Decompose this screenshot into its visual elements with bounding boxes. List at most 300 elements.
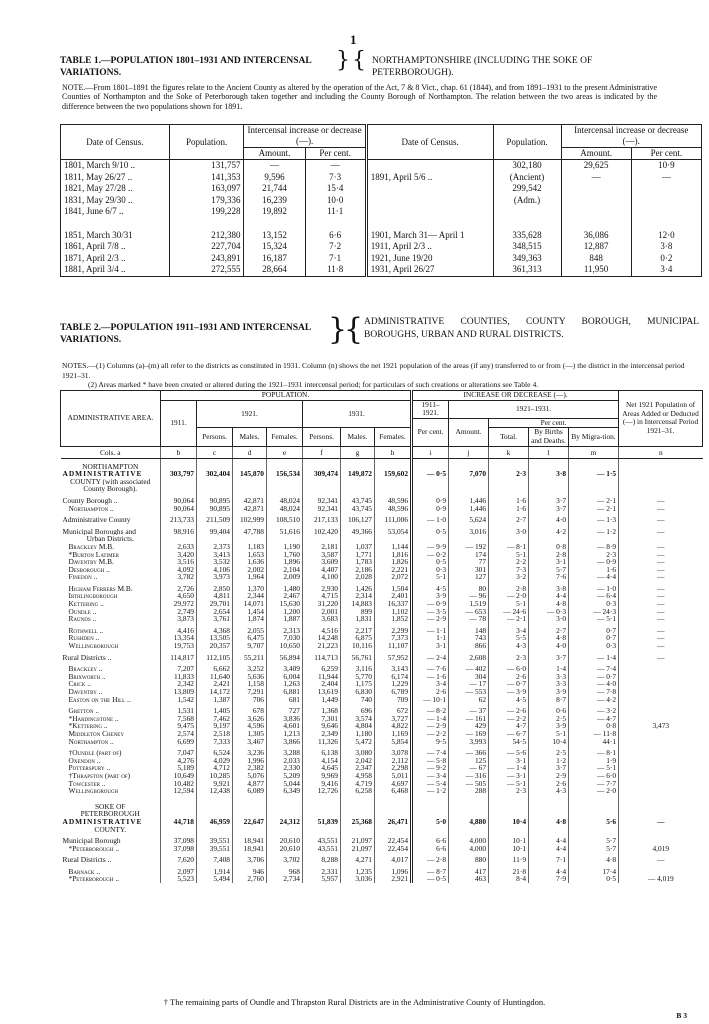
t2-cell-d: 1,158 bbox=[233, 680, 267, 688]
t2-cell-c: 14,172 bbox=[197, 688, 233, 696]
t1-row bbox=[61, 230, 702, 242]
t2-cell-i: — 0·5 bbox=[412, 470, 449, 478]
t2-empty bbox=[341, 485, 375, 493]
t2-cell-f: 5,957 bbox=[303, 875, 341, 883]
t1-blank bbox=[493, 206, 561, 218]
t2-cell-j: 417 bbox=[449, 868, 489, 876]
t2-area-label: Brackley .. bbox=[68, 665, 103, 673]
t2-cell-k: — 5·1 bbox=[489, 780, 529, 788]
t2-area-label: SOKE OF bbox=[94, 802, 126, 811]
t2-cell-l: 10·4 bbox=[529, 738, 569, 746]
table1-area: NORTHAMPTONSHIRE (INCLUDING THE SOKE OF PETERBOROUGH). bbox=[372, 56, 593, 78]
t2-cell-b: 1,531 bbox=[161, 707, 197, 715]
t2-cell-g: 1,037 bbox=[341, 543, 375, 551]
t2-cell-n: — bbox=[619, 627, 703, 635]
footnote: † The remaining parts of Oundle and Thrapston Rural Districts are in the Administrative County of Huntingdon. bbox=[163, 997, 546, 1007]
t2-cell-e: 20,610 bbox=[267, 845, 303, 853]
t2-cell-f: 217,133 bbox=[303, 516, 341, 524]
t2-cell-f: 31,220 bbox=[303, 600, 341, 608]
t2-cell-n: — bbox=[619, 592, 703, 600]
t2-empty bbox=[619, 478, 703, 486]
t2-cell-l: 4·0 bbox=[529, 642, 569, 650]
t2-row bbox=[61, 627, 703, 635]
t2-cell-b: 10,649 bbox=[161, 772, 197, 780]
t2-cell-b: 213,733 bbox=[161, 516, 197, 524]
t1-row bbox=[61, 253, 702, 265]
t2-cell-l: 3·3 bbox=[529, 680, 569, 688]
t2-cell-n: — bbox=[619, 543, 703, 551]
t2-cell-b: 2,633 bbox=[161, 543, 197, 551]
t2-cell-i: — 1·6 bbox=[412, 673, 449, 681]
brace-right: } bbox=[336, 48, 350, 73]
t2-row bbox=[61, 654, 703, 662]
t1-blank bbox=[561, 195, 631, 207]
t2-empty bbox=[529, 810, 569, 818]
t2-empty bbox=[375, 810, 412, 818]
t2-cell-d: 1,370 bbox=[233, 585, 267, 593]
t2-cell-m: 5·7 bbox=[569, 837, 619, 845]
t2-cell-e: 3,702 bbox=[267, 856, 303, 864]
t2-row bbox=[61, 543, 703, 551]
t2-cell-g: 2,042 bbox=[341, 757, 375, 765]
t2-cell-i: — 0·5 bbox=[412, 875, 449, 883]
t2-area-label: †Oundle (part of) bbox=[68, 749, 122, 757]
t2-row bbox=[61, 749, 703, 757]
t2-empty bbox=[569, 485, 619, 493]
t2-cell-g: 1,771 bbox=[341, 551, 375, 559]
t2-cell-e: 2,734 bbox=[267, 875, 303, 883]
t1-h-amount2: Amount. bbox=[561, 148, 631, 160]
t2-cell-m: — 1·3 bbox=[569, 516, 619, 524]
t2-cell-c: 7,408 bbox=[197, 856, 233, 864]
t2-cell-l: 3·1 bbox=[529, 558, 569, 566]
t2-row bbox=[61, 696, 703, 704]
t2-cell-c: 20,357 bbox=[197, 642, 233, 650]
t2-cell-d: 6,089 bbox=[233, 787, 267, 795]
t1-pop-r: 335,628 bbox=[493, 230, 561, 242]
t2-cell-i: — 2·9 bbox=[412, 722, 449, 730]
t2-cell-h: 26,471 bbox=[375, 818, 412, 826]
t2-empty bbox=[619, 826, 703, 834]
t2-cell-h: 1,816 bbox=[375, 551, 412, 559]
t2-cell-c: 4,029 bbox=[197, 757, 233, 765]
t2-cell-i: 0·9 bbox=[412, 497, 449, 505]
t2-h-pc1: Per cent. bbox=[412, 418, 449, 446]
t2-cell-f: 6,259 bbox=[303, 665, 341, 673]
t2-empty bbox=[412, 803, 449, 811]
t2-empty bbox=[267, 463, 303, 471]
t1-spacer bbox=[366, 218, 493, 230]
t2-cell-k: 2·3 bbox=[489, 787, 529, 795]
t2-empty bbox=[619, 485, 703, 493]
t1-pct-r: 3·4 bbox=[631, 264, 701, 276]
t2-cell-b: 5,189 bbox=[161, 764, 197, 772]
t2-empty bbox=[233, 463, 267, 471]
t2-cell-l: 4·8 bbox=[529, 818, 569, 826]
t1-h-var2: Intercensal increase or decrease (—). bbox=[561, 125, 702, 148]
t2-cell-l: 5·1 bbox=[529, 730, 569, 738]
t2-cell-d: 42,871 bbox=[233, 497, 267, 505]
t2-empty bbox=[489, 826, 529, 834]
t2-row bbox=[61, 615, 703, 623]
t2-cell-h: 111,006 bbox=[375, 516, 412, 524]
t2-cell-g: 14,883 bbox=[341, 600, 375, 608]
t2-cell-d: 3,236 bbox=[233, 749, 267, 757]
t2-cell-i: — 5·4 bbox=[412, 780, 449, 788]
t2-cell-f: 92,341 bbox=[303, 505, 341, 513]
t2-cell-h: 6,174 bbox=[375, 673, 412, 681]
t2-row bbox=[61, 764, 703, 772]
t2-cell-f: 4,154 bbox=[303, 757, 341, 765]
brace2-right: } bbox=[328, 312, 348, 347]
t2-row bbox=[61, 585, 703, 593]
t2-cell-d: 5,636 bbox=[233, 673, 267, 681]
t2-area-label: *Kettering .. bbox=[68, 722, 108, 730]
t2-row bbox=[61, 608, 703, 616]
t2-area-label: Daventry M.B. bbox=[68, 558, 114, 566]
t2-cell-j: 304 bbox=[449, 673, 489, 681]
t1-date-r: 1911, April 2/3 .. bbox=[366, 241, 493, 253]
t2-cell-g: 696 bbox=[341, 707, 375, 715]
t2-empty bbox=[233, 478, 267, 486]
t2-cell-h: 3,143 bbox=[375, 665, 412, 673]
t2-cell-h: 1,169 bbox=[375, 730, 412, 738]
t2-area-label: Northampton .. bbox=[68, 737, 114, 746]
t2-empty bbox=[197, 826, 233, 834]
t2-area-label: Daventry .. bbox=[68, 688, 103, 696]
t2-col-letter: e bbox=[267, 446, 303, 458]
t2-cell-n bbox=[619, 787, 703, 795]
t2-cell-d: 2,002 bbox=[233, 566, 267, 574]
t2-cell-j: 880 bbox=[449, 856, 489, 864]
t2-empty bbox=[489, 535, 529, 543]
t1-blank bbox=[561, 183, 631, 195]
t2-empty bbox=[197, 810, 233, 818]
t2-row bbox=[61, 665, 703, 673]
t2-cell-m: — 8·1 bbox=[569, 749, 619, 757]
t1-date: 1811, May 26/27 .. bbox=[61, 172, 170, 184]
t2-cell-m: 4·8 bbox=[569, 856, 619, 864]
t2-cell-d: 14,071 bbox=[233, 600, 267, 608]
t2-cell-m: — 8·9 bbox=[569, 543, 619, 551]
t2-area-label: Oundle .. bbox=[68, 607, 97, 616]
t2-empty bbox=[412, 463, 449, 471]
t1-h-var: Intercensal increase or decrease (—). bbox=[244, 125, 366, 148]
t2-empty bbox=[233, 803, 267, 811]
t2-cell-g: 6,830 bbox=[341, 688, 375, 696]
t2-cell-i: — 0·9 bbox=[412, 600, 449, 608]
t1-date: 1841, June 6/7 .. bbox=[61, 206, 170, 218]
t2-col-letter: j bbox=[449, 446, 489, 458]
t2-empty bbox=[341, 535, 375, 543]
t1-date: 1851, March 30/31 bbox=[61, 230, 170, 242]
t2-cell-g: 149,872 bbox=[341, 470, 375, 478]
t2-cell-j: 1,446 bbox=[449, 505, 489, 513]
t2-h-males-21: Males. bbox=[233, 428, 267, 446]
t2-row bbox=[61, 818, 703, 826]
t2-cell-c: 1,405 bbox=[197, 707, 233, 715]
t2-cell-g: 49,366 bbox=[341, 528, 375, 536]
t2-empty bbox=[161, 535, 197, 543]
t2-cell-j: — 78 bbox=[449, 615, 489, 623]
t2-cell-n: — bbox=[619, 634, 703, 642]
t2-row bbox=[61, 856, 703, 864]
table2-body bbox=[61, 446, 703, 883]
t2-cell-g: 21,097 bbox=[341, 837, 375, 845]
t2-cell-b: 7,568 bbox=[161, 715, 197, 723]
t2-cell-m: — 0·7 bbox=[569, 673, 619, 681]
t2-cell-i: — 1·1 bbox=[412, 627, 449, 635]
t2-cell-e: 5,209 bbox=[267, 772, 303, 780]
t2-cell-e: 1,896 bbox=[267, 558, 303, 566]
t2-cell-f: 2,930 bbox=[303, 585, 341, 593]
t2-cell-k: — 8·1 bbox=[489, 543, 529, 551]
table2-title: TABLE 2.—POPULATION 1911–1931 AND INTERCENSAL VARIATIONS. bbox=[60, 323, 311, 345]
t2-h-1921: 1921. bbox=[197, 400, 303, 428]
t2-cell-k: — 1·4 bbox=[489, 764, 529, 772]
t1-spacer bbox=[493, 218, 561, 230]
t2-empty bbox=[375, 478, 412, 486]
t2-cell-k: 2·7 bbox=[489, 516, 529, 524]
t2-cell-i: 1·1 bbox=[412, 634, 449, 642]
t2-empty bbox=[233, 826, 267, 834]
t2-cell-c: 10,285 bbox=[197, 772, 233, 780]
t2-cell-c: 211,509 bbox=[197, 516, 233, 524]
t2-cell-j: 866 bbox=[449, 642, 489, 650]
t2-cell-n: — bbox=[619, 528, 703, 536]
t2-cell-h: 2,221 bbox=[375, 566, 412, 574]
t2-cell-f: 11,326 bbox=[303, 738, 341, 746]
t2-empty bbox=[303, 478, 341, 486]
t1-spacer bbox=[305, 218, 366, 230]
t2-empty bbox=[303, 803, 341, 811]
t2-cell-i: 3·4 bbox=[412, 680, 449, 688]
t2-cell-h: 2,298 bbox=[375, 764, 412, 772]
t2-row bbox=[61, 634, 703, 642]
t2-cell-m: — 2·1 bbox=[569, 497, 619, 505]
t2-cell-b: 3,516 bbox=[161, 558, 197, 566]
t2-cell-b: 29,972 bbox=[161, 600, 197, 608]
t2-cell-e: 24,312 bbox=[267, 818, 303, 826]
t2-cell-m: 5·7 bbox=[569, 845, 619, 853]
t2-cell-b: 10,482 bbox=[161, 780, 197, 788]
t2-cell-h: 22,454 bbox=[375, 845, 412, 853]
t2-cell-g: 899 bbox=[341, 608, 375, 616]
t2-cell-n: — 4,019 bbox=[619, 875, 703, 883]
t2-area-label: Rushden .. bbox=[68, 634, 100, 643]
t2-empty bbox=[161, 803, 197, 811]
t2-row bbox=[61, 535, 703, 543]
t2-cell-n: — bbox=[619, 566, 703, 574]
t2-cell-c: 3,973 bbox=[197, 573, 233, 581]
t2-row bbox=[61, 573, 703, 581]
t2-cell-k: 3·0 bbox=[489, 528, 529, 536]
t2-empty bbox=[375, 826, 412, 834]
t2-cell-n: — bbox=[619, 585, 703, 593]
t2-cell-e: 1,263 bbox=[267, 680, 303, 688]
t2-cell-d: 9,707 bbox=[233, 642, 267, 650]
t2-cell-l: 3·7 bbox=[529, 764, 569, 772]
t2-cell-i: 3·9 bbox=[412, 592, 449, 600]
t2-cell-c: 90,895 bbox=[197, 497, 233, 505]
t2-cell-i: 0·5 bbox=[412, 528, 449, 536]
t1-amount: 21,744 bbox=[244, 183, 305, 195]
t2-cell-j: 5,624 bbox=[449, 516, 489, 524]
t1-pop: 179,336 bbox=[169, 195, 244, 207]
t1-pct: 7·3 bbox=[305, 172, 366, 184]
t2-cell-m: 0·5 bbox=[569, 875, 619, 883]
t2-empty bbox=[529, 485, 569, 493]
t2-cell-k: — 24·6 bbox=[489, 608, 529, 616]
t2-row bbox=[61, 470, 703, 478]
t1-date-r: 1931, April 26/27 bbox=[366, 264, 493, 276]
t2-cell-k: — 3·1 bbox=[489, 772, 529, 780]
t2-cell-m: — 5·1 bbox=[569, 615, 619, 623]
t2-cell-k: 5·5 bbox=[489, 634, 529, 642]
t2-cell-b: 7,207 bbox=[161, 665, 197, 673]
t2-empty bbox=[267, 478, 303, 486]
t2-cell-k: 54·5 bbox=[489, 738, 529, 746]
t2-cell-e: 108,510 bbox=[267, 516, 303, 524]
t2-cell-f: 3,587 bbox=[303, 551, 341, 559]
t1-h-pop: Population. bbox=[169, 125, 244, 160]
t1-pct: 10·0 bbox=[305, 195, 366, 207]
t2-area-label: Desborough .. bbox=[68, 565, 110, 574]
t2-cell-m: 0·3 bbox=[569, 642, 619, 650]
t2-cell-n: — bbox=[619, 642, 703, 650]
table2 bbox=[60, 390, 703, 883]
t2-empty bbox=[489, 485, 529, 493]
t2-cell-h: 48,596 bbox=[375, 497, 412, 505]
table1-body bbox=[61, 160, 702, 277]
t2-cell-l: 4·2 bbox=[529, 528, 569, 536]
t2-cell-m: — 11·8 bbox=[569, 730, 619, 738]
t1-pop: 227,704 bbox=[169, 241, 244, 253]
t2-cell-b: 98,916 bbox=[161, 528, 197, 536]
t2-cell-n bbox=[619, 749, 703, 757]
t2-cell-m: 0·8 bbox=[569, 722, 619, 730]
t2-cell-k: 5·1 bbox=[489, 600, 529, 608]
t1-date: 1831, May 29/30 .. bbox=[61, 195, 170, 207]
t2-cell-k: — 5·6 bbox=[489, 749, 529, 757]
t2-area-label: Easton on the Hill .. bbox=[68, 695, 131, 704]
t1-amount-r: 848 bbox=[561, 253, 631, 265]
t2-cell-g: 1,180 bbox=[341, 730, 375, 738]
t2-cell-f: 2,331 bbox=[303, 868, 341, 876]
t1-amount: 15,324 bbox=[244, 241, 305, 253]
t1-blank bbox=[631, 195, 701, 207]
t2-row bbox=[61, 757, 703, 765]
t2-cell-k: 4·7 bbox=[489, 722, 529, 730]
t2-cell-j: 3,993 bbox=[449, 738, 489, 746]
t2-cell-m: — 6·0 bbox=[569, 772, 619, 780]
t2-cell-d: 1,996 bbox=[233, 757, 267, 765]
t2-cell-e: 4,601 bbox=[267, 722, 303, 730]
t2-cell-g: 5,472 bbox=[341, 738, 375, 746]
t2-empty bbox=[303, 826, 341, 834]
t2-cell-n bbox=[619, 688, 703, 696]
t2-cell-g: 3,080 bbox=[341, 749, 375, 757]
t2-cell-c: 6,662 bbox=[197, 665, 233, 673]
t2-empty bbox=[267, 803, 303, 811]
t2-empty bbox=[197, 463, 233, 471]
t2-cell-h: 6,468 bbox=[375, 787, 412, 795]
t2-cell-h: 7,373 bbox=[375, 634, 412, 642]
t2-cell-h: 2,112 bbox=[375, 757, 412, 765]
t2-cell-f: 7,301 bbox=[303, 715, 341, 723]
t2-cell-c: 7,462 bbox=[197, 715, 233, 723]
t2-row bbox=[61, 463, 703, 471]
t2-cell-n bbox=[619, 680, 703, 688]
t2-cell-h: 2,921 bbox=[375, 875, 412, 883]
t2-cell-f: 4,516 bbox=[303, 627, 341, 635]
t2-cell-f: 102,420 bbox=[303, 528, 341, 536]
t2-empty bbox=[233, 485, 267, 493]
t2-empty bbox=[412, 478, 449, 486]
t2-cell-g: 2,028 bbox=[341, 573, 375, 581]
t2-cell-j: 7,070 bbox=[449, 470, 489, 478]
t2-area-label: Towcester .. bbox=[68, 779, 106, 788]
t2-cell-h: 22,454 bbox=[375, 837, 412, 845]
t2-cell-m: — 7·7 bbox=[569, 780, 619, 788]
t2-cell-c: 9,197 bbox=[197, 722, 233, 730]
t2-cell-n: — bbox=[619, 516, 703, 524]
t2-cell-j: — 402 bbox=[449, 665, 489, 673]
t1-pop-r: 349,363 bbox=[493, 253, 561, 265]
t2-cell-l: 1·2 bbox=[529, 757, 569, 765]
t2-cell-d: 42,871 bbox=[233, 505, 267, 513]
t1-spacer bbox=[631, 218, 701, 230]
t2-cell-b: 4,092 bbox=[161, 566, 197, 574]
t1-pop-1891a: 302,180 bbox=[493, 160, 561, 172]
t2-cell-l: 5·7 bbox=[529, 566, 569, 574]
t2-cell-c: 5,494 bbox=[197, 875, 233, 883]
t2-cell-c: 4,811 bbox=[197, 592, 233, 600]
t2-cell-f: 4,100 bbox=[303, 573, 341, 581]
t2-cell-j: 148 bbox=[449, 627, 489, 635]
t2-cell-c: 99,404 bbox=[197, 528, 233, 536]
t2-cell-l: 3·7 bbox=[529, 505, 569, 513]
t2-empty bbox=[341, 826, 375, 834]
t2-cell-k: 3·2 bbox=[489, 573, 529, 581]
t2-cell-i: — 1·0 bbox=[412, 516, 449, 524]
t2-cell-h: 2,401 bbox=[375, 592, 412, 600]
t2-cell-g: 1,235 bbox=[341, 868, 375, 876]
t2-cell-d: 3,467 bbox=[233, 738, 267, 746]
t2-cell-b: 13,809 bbox=[161, 688, 197, 696]
t2-cell-g: 3,574 bbox=[341, 715, 375, 723]
t2-h-incdec: INCREASE OR DECREASE (—). bbox=[412, 391, 619, 401]
t2-cell-c: 90,895 bbox=[197, 505, 233, 513]
t2-cell-d: 7,291 bbox=[233, 688, 267, 696]
t1-amount-r: 36,086 bbox=[561, 230, 631, 242]
t2-cell-i: — 3·5 bbox=[412, 608, 449, 616]
t2-empty bbox=[619, 803, 703, 811]
t2-cell-k: — 0·7 bbox=[489, 680, 529, 688]
t2-cell-h: 1,096 bbox=[375, 868, 412, 876]
t2-cell-c: 46,959 bbox=[197, 818, 233, 826]
t2-cell-k: 4·5 bbox=[489, 696, 529, 704]
t2-cell-n: — bbox=[619, 600, 703, 608]
t2-cell-l: 3·7 bbox=[529, 497, 569, 505]
t2-cell-g: 4,958 bbox=[341, 772, 375, 780]
t2-cell-d: 4,877 bbox=[233, 780, 267, 788]
t2-col-letter: b bbox=[161, 446, 197, 458]
t2-cell-h: 16,337 bbox=[375, 600, 412, 608]
t2-row bbox=[61, 566, 703, 574]
t1-pop-r: 361,313 bbox=[493, 264, 561, 276]
t2-empty bbox=[161, 485, 197, 493]
